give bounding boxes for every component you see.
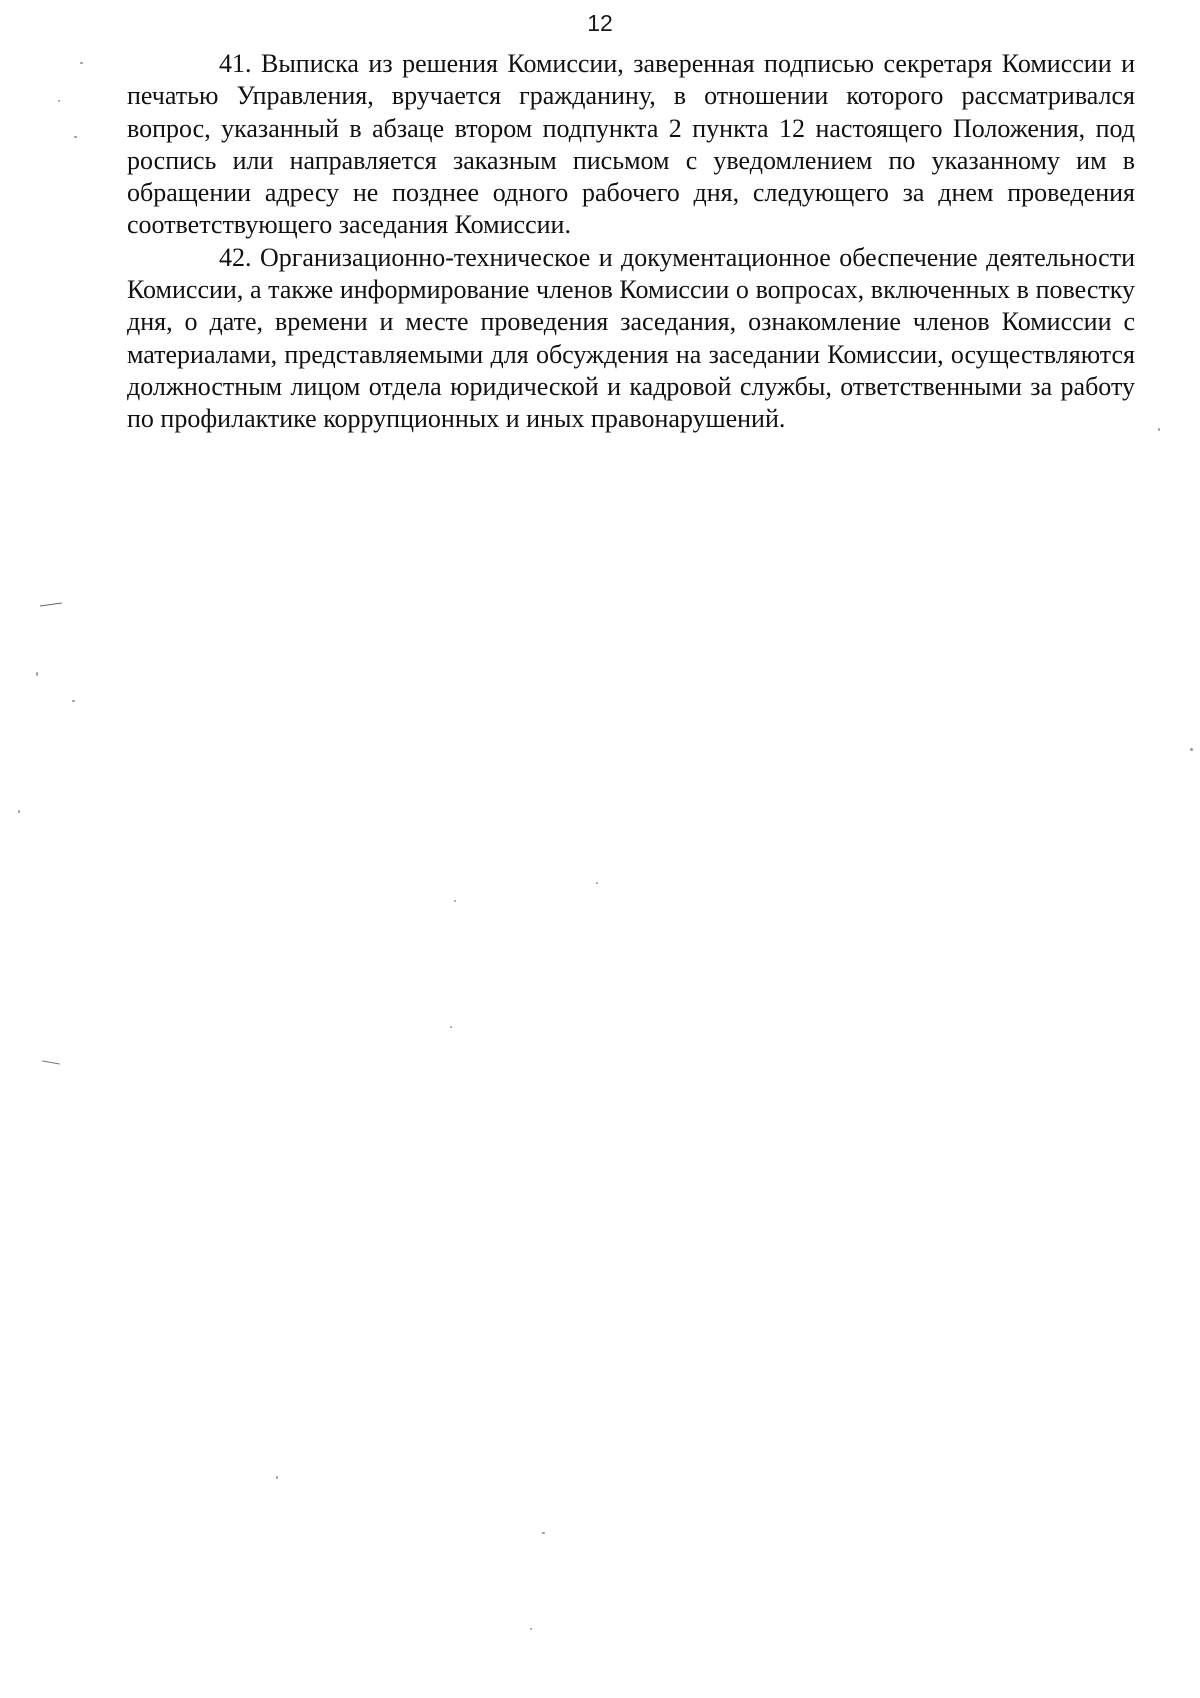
scan-speck <box>1158 428 1160 431</box>
scan-speck <box>1190 748 1193 751</box>
scan-speck <box>80 62 83 64</box>
scan-speck <box>450 1026 452 1028</box>
page-number: 12 <box>587 10 613 36</box>
scan-speck <box>18 810 20 813</box>
scan-speck <box>542 1532 545 1534</box>
scan-speck <box>276 1476 278 1479</box>
scan-mark <box>40 602 62 606</box>
scan-speck <box>454 900 456 902</box>
scan-speck <box>596 882 598 884</box>
scan-speck <box>58 100 60 102</box>
scan-speck <box>36 672 38 676</box>
paragraph-42: 42. Организационно-техническое и документационное обеспечение деятельности Комиссии, а также информирование членов Комиссии о вопросах, включенных в повестку дня, о дате, времени и месте проведения заседания, ознакомление членов Комиссии с материалами, представляемыми для обсуждения на заседании Комиссии, осуществляются должностным лицом отдела юридической и кадровой службы, ответственными за работу по профилактике коррупционных и иных правонарушений. <box>127 242 1135 434</box>
document-body <box>127 48 1135 436</box>
scan-mark <box>42 1060 60 1064</box>
scan-speck <box>74 136 77 138</box>
scan-speck <box>72 700 75 702</box>
scan-speck <box>530 1628 532 1630</box>
paragraph-41: 41. Выписка из решения Комиссии, заверенная подписью секретаря Комиссии и печатью Управления, вручается гражданину, в отношении которого рассматривался вопрос, указанный в абзаце втором подпункта 2 пункта 12 настоящего Положения, под роспись или направляется заказным письмом с уведомлением по указанному им в обращении адресу не позднее одного рабочего дня, следующего за днем проведения соответствующего заседания Комиссии. <box>127 49 1135 240</box>
